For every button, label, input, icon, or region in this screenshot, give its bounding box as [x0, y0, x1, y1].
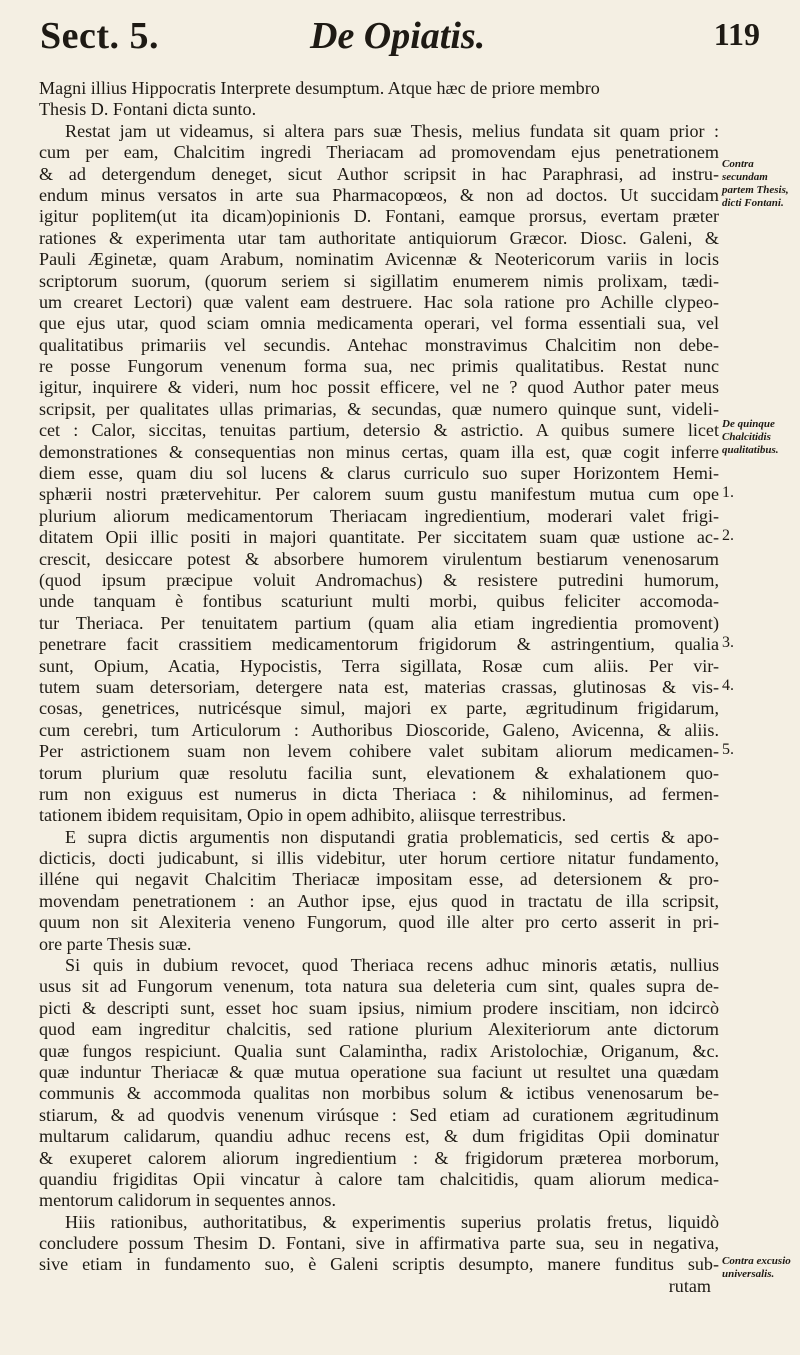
running-title: De Opiatis.: [310, 15, 486, 57]
text-line: usus sit ad Fungorum venenum, tota natura sua deleteria cum sint, quales supra de-: [39, 976, 719, 997]
text-line: tutem suam detersoriam, detergere nata est, materias crassas, glutinosas & vis-: [39, 676, 719, 697]
text-line: re posse Fungorum venenum forma sua, nec primis qualitatibus. Restat nunc: [39, 356, 719, 377]
text-line: qualitatibus primariis vel secundis. Antehac monstravimus Chalcitim non debe-: [39, 334, 719, 355]
text-line: picti & descripti sunt, esset hoc suam ipsius, nimium prodere inscitiam, non idcircò: [39, 997, 719, 1018]
text-line: sunt, Opium, Acatia, Hypocistis, Terra sigillata, Rosæ cum aliis. Per vir-: [39, 655, 719, 676]
text-line: crescit, desiccare potest & absorbere humorem virulentum bestiarum venenosarum: [39, 548, 719, 569]
text-line: Per astrictionem suam non levem cohibere valet subitam aliorum medicamen-: [39, 741, 719, 762]
text-line: cet : Calor, siccitas, tenuitas partium, detersio & astrictio. A quibus sumere licet: [39, 420, 719, 441]
text-line: ore parte Thesis suæ.: [39, 933, 192, 954]
text-line: stiarum, & ad quodvis venenum virúsque : Sed etiam ad curationem ægritudinum: [39, 1104, 719, 1125]
margin-number: 1.: [722, 484, 734, 501]
text-line: ditatem Opii illic positi in majori quantitate. Per siccitatem suam quæ ustione ac-: [39, 527, 719, 548]
margin-number: 4.: [722, 677, 734, 694]
text-line: igitur, inquirere & videri, num hoc possit efficere, vel ne ? quod Author pater meus: [39, 377, 719, 398]
text-line: plurium aliorum medicamentorum Theriacam ingredientium, moderari valet frigi-: [39, 505, 719, 526]
text-line: rum non exiguus est numerus in dicta Theriaca : & nihilominus, ad fermen-: [39, 783, 719, 804]
text-line: igitur poplitem(ut ita dicam)opinionis D. Fontani, eamque prorsus, evertam præter: [39, 206, 719, 227]
body-text: [39, 78, 719, 1297]
text-line: Magni illius Hippocratis Interprete desumptum. Atque hæc de priore membro: [39, 78, 600, 98]
text-line: quæ fungos respiciunt. Qualia sunt Calamintha, radix Aristolochiæ, Origanum, &c.: [39, 1040, 719, 1061]
text-line: & exuperet calorem aliorum ingredientium : & frigidorum præterea morborum,: [39, 1147, 719, 1168]
text-line: Thesis D. Fontani dicta sunto.: [39, 99, 257, 120]
catchword: rutam: [668, 1275, 711, 1296]
margin-note: Contra excusio universalis.: [722, 1255, 791, 1280]
text-line: sphærii nostri prætervehitur. Per calorem suum gustu manifestum mutua cum ope: [39, 484, 719, 505]
margin-number: 5.: [722, 741, 734, 758]
running-header: [40, 14, 780, 74]
text-line: cosas, genetrices, nutricésque simul, majori ex parte, ægritudinum frigidarum,: [39, 698, 719, 719]
text-line: dicticis, docti judicabunt, si illis videbitur, uter horum certiore nitatur fundamento,: [39, 848, 719, 869]
text-line: Si quis in dubium revocet, quod Theriaca recens adhuc minoris ætatis, nullius: [65, 955, 719, 976]
text-line: Restat jam ut videamus, si altera pars suæ Thesis, melius fundata sit quam prior :: [65, 120, 719, 141]
text-line: Pauli Æginetæ, quam Arabum, nominatim Avicennæ & Neotericorum variis in locis: [39, 249, 719, 270]
text-line: demonstrationes & consequentias non minus certas, quam illa est, quæ cogit inferre: [39, 441, 719, 462]
text-line: torum plurium quæ resolutu facilia sunt, elevationem & exhalationem quo-: [39, 762, 719, 783]
text-line: communis & accommoda qualitas non morbibus solum & ictibus venenosarum be-: [39, 1083, 719, 1104]
margin-number: 3.: [722, 634, 734, 651]
text-line: tur Theriaca. Per tenuitatem partium (quam alia etiam ingredientia promovent): [39, 612, 719, 633]
text-line: rationes & experimenta utar tam authoritate antiquiorum Græcor. Diosc. Galeni, &: [39, 227, 719, 248]
text-line: scriptorum suorum, (quorum seriem si sigillatim enumerem nimis prolixam, tædi-: [39, 270, 719, 291]
text-line: & ad detergendum deneget, sicut Author scripsit in hac Paraphrasi, ad instru-: [39, 163, 719, 184]
margin-number: 2.: [722, 527, 734, 544]
text-line: movendam penetrationem : an Author ipse, ejus quod in tractatu de illa scripsit,: [39, 890, 719, 911]
text-line: cum per eam, Chalcitim ingredi Theriacam ad promovendam ejus penetrationem: [39, 142, 719, 163]
text-line: tationem ibidem requisitam, Opio in opem adhibito, aliisque terrestribus.: [39, 805, 567, 826]
text-line: quod eam ingreditur chalcitis, sed ratione plurium Alexiteriorum ante dictorum: [39, 1019, 719, 1040]
text-line: scripsit, per qualitates ullas primarias, & secundas, quæ numero quinque sunt, videli-: [39, 398, 719, 419]
text-line: diem esse, quam diu sol lucens & clarus curriculo suo super Horizontem Hemi-: [39, 463, 719, 484]
text-line: que ejus utar, quod sciam omnia medicamenta operari, vel forma essentiali sua, vel: [39, 313, 719, 334]
text-line: sive etiam in fundamento suo, è Galeni scriptis desumpto, manere funditus sub-: [39, 1254, 719, 1275]
text-line: unde tanquam è fontibus scaturiunt multi morbi, quibus feliciter accomoda-: [39, 591, 719, 612]
text-line: quandiu frigiditas Opii vincatur à calore tam chalcitidis, quam aliorum medica-: [39, 1168, 719, 1189]
section-label: Sect. 5.: [40, 15, 160, 57]
margin-note: De quinque Chalcitidis qualitatibus.: [722, 418, 779, 456]
text-line: concludere possum Thesim D. Fontani, sive in affirmativa parte sua, seu in negativa,: [39, 1233, 719, 1254]
text-line: cum cerebri, tum Articulorum : Authoribus Dioscoride, Galeno, Avicenna, & aliis.: [39, 719, 719, 740]
text-line: mentorum calidorum in sequentes annos.: [39, 1190, 336, 1211]
text-line: penetrare facit crassitiem medicamentorum frigidorum & astringentium, qualia: [39, 634, 719, 655]
page-number: 119: [713, 16, 760, 52]
text-line: multarum calidarum, quandiu adhuc recens est, & dum frigiditas Opii dominatur: [39, 1126, 719, 1147]
text-line: illéne qui negavit Chalcitim Theriacæ impositam esse, ad detersionem & pro-: [39, 869, 719, 890]
text-line: endum minus versatos in arte sua Pharmacopœos, & non ad doctos. Ut succidam: [39, 184, 719, 205]
text-line: (quod ipsum præcipue voluit Andromachus) & resistere putredini humorum,: [39, 569, 719, 590]
text-line: um crearet Lectori) quæ valent eam destruere. Hac sola ratione pro Achille clypeo-: [39, 291, 719, 312]
text-line: quum non sit Alexiteria veneno Fungorum, quod ille alter pro certo asserit in pri-: [39, 912, 719, 933]
text-line: E supra dictis argumentis non disputandi gratia problematicis, sed certis & apo-: [65, 826, 719, 847]
text-line: Hiis rationibus, authoritatibus, & experimentis superius prolatis fretus, liquidò: [65, 1211, 719, 1232]
margin-note: Contra secundam partem Thesis, dicti Fontani.: [722, 158, 789, 209]
text-line: quæ induntur Theriacæ & quæ mutua operatione sua faciunt ut resultet una quædam: [39, 1061, 719, 1082]
